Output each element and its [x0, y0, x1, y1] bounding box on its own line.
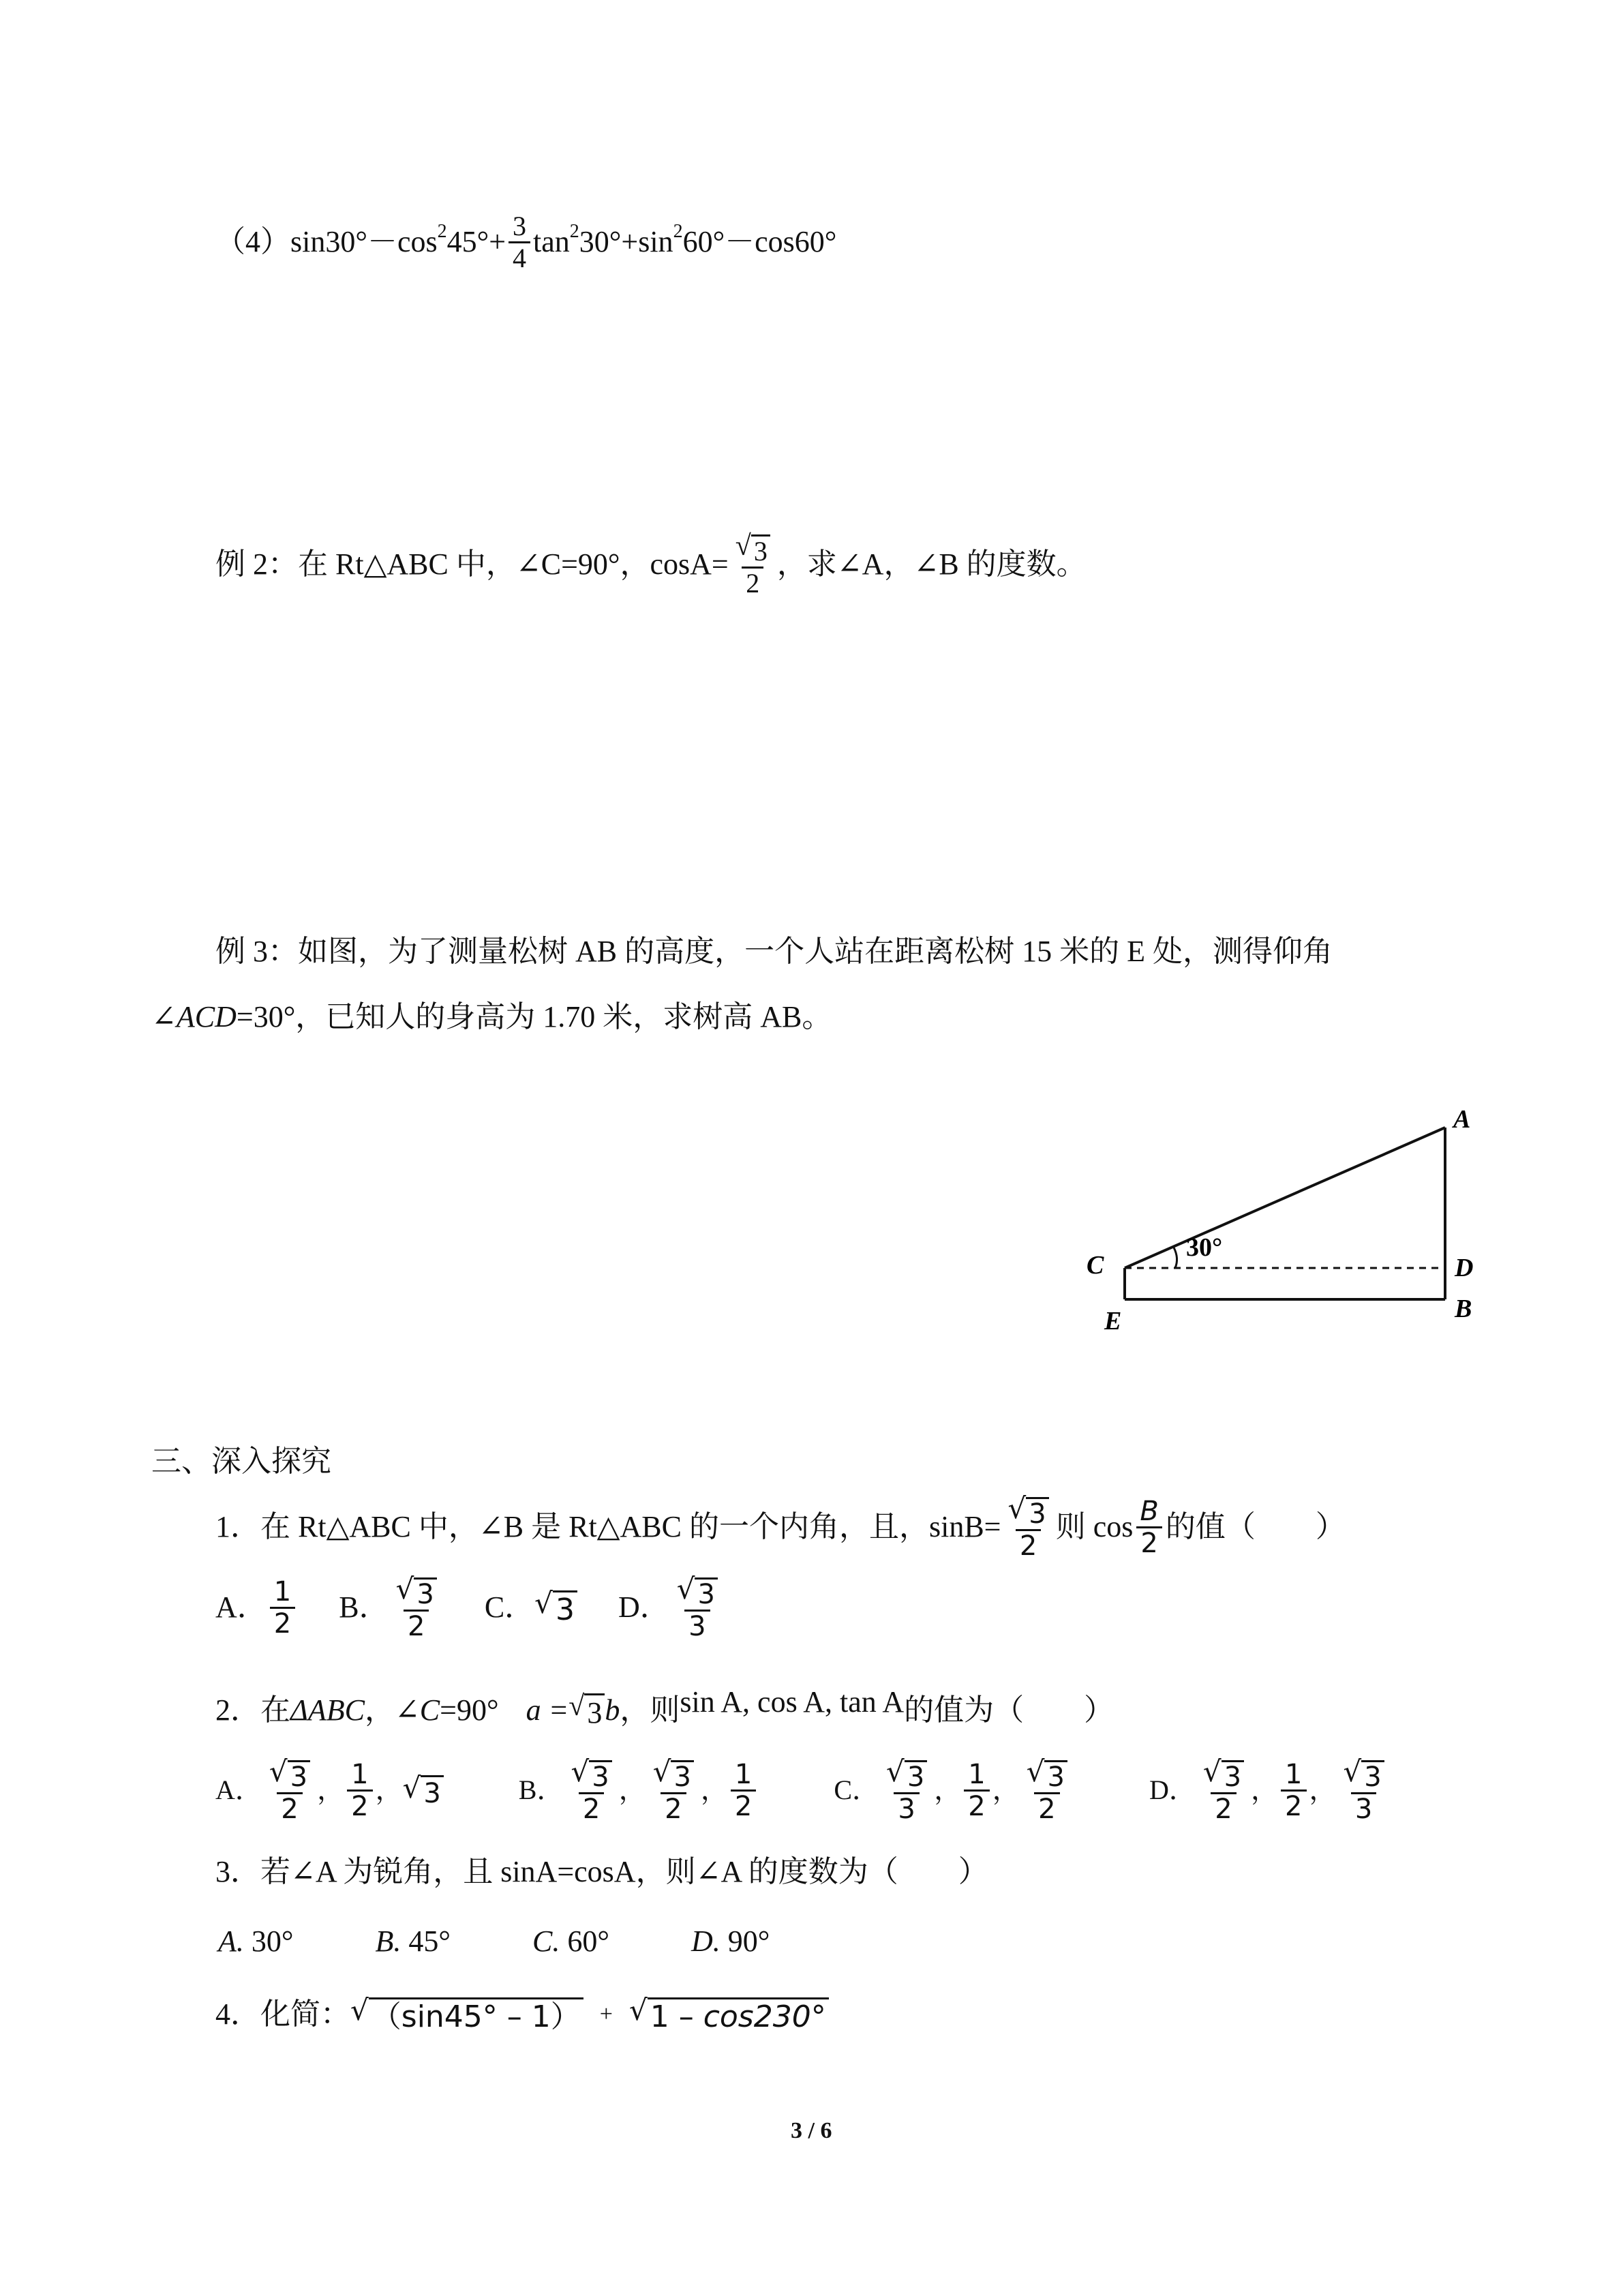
- question-1-choices: [215, 1573, 765, 1642]
- separator: ，: [1251, 1774, 1279, 1806]
- numerator: 1: [968, 1758, 986, 1790]
- fraction-3-4: [509, 211, 530, 273]
- fraction: [566, 1756, 616, 1824]
- label-d: D: [1455, 1254, 1474, 1282]
- sqrt: √ 3: [534, 1586, 577, 1629]
- label-c: C: [1087, 1251, 1104, 1280]
- sqrt: √ 3: [269, 1756, 310, 1792]
- separator: ，: [1309, 1774, 1337, 1806]
- fraction-b-over-2: [1136, 1496, 1162, 1558]
- fraction: [731, 1759, 756, 1822]
- angle-arc: [1174, 1248, 1177, 1268]
- numerator: 1: [734, 1758, 753, 1790]
- denominator: 3: [894, 1792, 919, 1824]
- choice-b[interactable]: [376, 1924, 451, 1960]
- choice-value: 30°: [251, 1924, 294, 1958]
- radicand: [648, 1997, 829, 2036]
- radicand: 3: [671, 1760, 693, 1792]
- numerator: [731, 530, 774, 567]
- fraction: [270, 1577, 295, 1639]
- denominator: 2: [404, 1610, 429, 1642]
- fraction-sqrt3-over-2: [1004, 1493, 1053, 1561]
- text: cos230°: [703, 1999, 826, 2034]
- fraction: [1199, 1756, 1248, 1824]
- denominator: 2: [1034, 1792, 1059, 1824]
- numerator: [392, 1573, 441, 1610]
- sqrt: √ 3: [1008, 1493, 1049, 1529]
- radicand: 3: [288, 1760, 310, 1792]
- choice-c[interactable]: [485, 1586, 577, 1629]
- sup: 2: [569, 220, 579, 242]
- text: 的值（ ）: [1165, 1509, 1346, 1543]
- text: =30°，已知人的身高为 1.70 米，求树高 AB。: [236, 1000, 832, 1033]
- sqrt: √ 3: [403, 1771, 444, 1810]
- sqrt: √ 3: [886, 1756, 927, 1792]
- choice-label-b[interactable]: B．: [518, 1774, 564, 1805]
- radicand: 3: [589, 1760, 611, 1792]
- angle-label: 30°: [1186, 1233, 1223, 1262]
- sqrt: √ 3: [568, 1689, 605, 1732]
- numerator: 1: [1285, 1758, 1303, 1790]
- numerator: [1004, 1493, 1053, 1529]
- denominator: 2: [579, 1792, 604, 1824]
- numerator: [1339, 1756, 1389, 1792]
- text: 30°+sin: [579, 225, 673, 259]
- sqrt: √ 3: [1203, 1756, 1244, 1792]
- radicand: 3: [751, 534, 770, 567]
- choice-d[interactable]: [691, 1924, 770, 1960]
- choice-c[interactable]: [532, 1924, 609, 1960]
- text: ，则: [620, 1693, 680, 1727]
- sqrt: √ 3: [735, 530, 770, 567]
- radicand: 3: [414, 1577, 436, 1610]
- text: 的值为（ ）: [904, 1693, 1114, 1727]
- sqrt: √ 3: [653, 1756, 694, 1792]
- radicand: 3: [1044, 1760, 1067, 1792]
- radicand: 3: [1361, 1760, 1384, 1792]
- choice-label: C．: [484, 1590, 535, 1624]
- var-b: b: [605, 1693, 620, 1727]
- radicand: 3: [584, 1693, 605, 1732]
- denominator: 4: [509, 241, 530, 273]
- angle-c: ∠C: [394, 1693, 440, 1727]
- sup: 2: [437, 220, 447, 242]
- separator: ，: [700, 1774, 728, 1806]
- numerator: 1: [351, 1758, 369, 1790]
- separator: ，: [934, 1774, 962, 1806]
- choice-label: B．: [339, 1590, 389, 1624]
- choice-label: A．: [215, 1590, 267, 1624]
- radicand: 3: [1222, 1760, 1244, 1792]
- separator: ，: [317, 1774, 345, 1806]
- text: 则 cos: [1055, 1509, 1134, 1543]
- radicand: 3: [905, 1760, 927, 1792]
- choice-label: B.: [375, 1924, 401, 1958]
- fraction: [347, 1759, 372, 1822]
- numerator: [1199, 1756, 1248, 1792]
- numerator: [1022, 1756, 1072, 1792]
- question-2: [215, 1685, 1114, 1732]
- denominator: 2: [742, 567, 763, 599]
- label-e: E: [1104, 1307, 1122, 1335]
- fraction: [392, 1573, 441, 1642]
- item-4-expression: [215, 211, 836, 273]
- sqrt: √ 3: [571, 1756, 611, 1792]
- radicand: 3: [421, 1775, 443, 1810]
- radicand: 3: [553, 1590, 577, 1629]
- fraction: [673, 1573, 722, 1642]
- plus: +: [599, 2001, 613, 2027]
- sqrt: √ 3: [677, 1573, 718, 1610]
- text: =90°: [440, 1693, 499, 1727]
- numerator: [673, 1573, 722, 1610]
- denominator: 3: [684, 1610, 710, 1642]
- sqrt-1: √ （sin45° – 1）: [350, 1993, 583, 2036]
- numerator: 1: [273, 1575, 292, 1607]
- choice-d[interactable]: [618, 1573, 725, 1642]
- denominator: 2: [270, 1607, 295, 1639]
- choice-b[interactable]: [339, 1573, 444, 1642]
- angle-acd: ∠ACD: [151, 1000, 237, 1033]
- numerator: B: [1140, 1495, 1159, 1527]
- line-ca: [1125, 1128, 1445, 1268]
- text: 例 2：在 Rt△ABC 中，∠C=90°，cosA=: [215, 547, 729, 581]
- choice-label: A.: [218, 1924, 244, 1958]
- denominator: 2: [1136, 1526, 1162, 1558]
- denominator: 2: [277, 1792, 302, 1824]
- fraction: [882, 1756, 931, 1824]
- denominator: 3: [1351, 1792, 1376, 1824]
- sqrt: √ 3: [1344, 1756, 1384, 1792]
- label-a: A: [1453, 1105, 1471, 1134]
- item4-prefix: （4）sin30°－cos: [215, 225, 438, 259]
- sup: 2: [673, 220, 683, 242]
- text: 60°－cos60°: [682, 225, 837, 259]
- fraction: [1281, 1759, 1306, 1822]
- denominator: 2: [661, 1792, 686, 1824]
- radicand: 3: [695, 1577, 717, 1610]
- question-2-choices: [215, 1756, 1391, 1824]
- example-2: [215, 530, 1087, 599]
- question-1: [215, 1493, 1346, 1561]
- section-3-title: [151, 1444, 331, 1480]
- fraction: [964, 1759, 989, 1822]
- numerator: 3: [513, 211, 527, 241]
- fraction: [649, 1756, 698, 1824]
- text: tan: [533, 225, 570, 259]
- choice-value: 45°: [408, 1924, 451, 1958]
- sqrt-2: √ 1 – cos230°: [629, 1993, 829, 2036]
- text: 4．化简：: [215, 1997, 350, 2031]
- text: 3．若∠A 为锐角，且 sinA=cosA，则∠A 的度数为（ ）: [215, 1855, 988, 1888]
- trig-functions: sin A, cos A, tan A: [680, 1685, 905, 1719]
- example-3-line-2: [151, 999, 832, 1036]
- separator: ，: [375, 1774, 403, 1806]
- fraction: [1022, 1756, 1072, 1824]
- numerator: [882, 1756, 931, 1792]
- denominator: 2: [1281, 1789, 1306, 1822]
- question-3: [215, 1854, 988, 1890]
- page-number: [791, 2117, 832, 2145]
- page-number-text: 3 / 6: [791, 2118, 832, 2143]
- denominator: 2: [1016, 1529, 1041, 1561]
- radicand: 3: [1026, 1497, 1048, 1529]
- separator: ，: [992, 1774, 1020, 1806]
- denominator: 2: [964, 1789, 989, 1822]
- denominator: 2: [1211, 1792, 1236, 1824]
- radicand: （sin45° – 1）: [369, 1997, 583, 2036]
- text: 1．在 Rt△ABC 中，∠B 是 Rt△ABC 的一个内角，且，sinB=: [215, 1509, 1001, 1543]
- text: 45°+: [446, 225, 506, 259]
- choice-label-a[interactable]: A．: [215, 1774, 262, 1805]
- fraction: [265, 1756, 314, 1824]
- text: 三、深入探究: [151, 1445, 331, 1478]
- choice-label-d[interactable]: D．: [1149, 1774, 1196, 1805]
- numerator: [265, 1756, 314, 1792]
- sqrt: √ 3: [1027, 1756, 1067, 1792]
- choice-label: C.: [532, 1924, 560, 1958]
- fraction-sqrt3-over-2: [731, 530, 774, 599]
- choice-a[interactable]: [215, 1577, 298, 1639]
- text: ，: [364, 1693, 395, 1727]
- fraction: [1339, 1756, 1389, 1824]
- choice-value: 60°: [567, 1924, 609, 1958]
- tree-height-figure: [1084, 1098, 1506, 1343]
- denominator: 2: [731, 1789, 756, 1822]
- denominator: 2: [347, 1789, 372, 1822]
- question-4: [215, 1993, 829, 2036]
- example-3-line-1: [215, 934, 1333, 970]
- sqrt: √ 3: [396, 1573, 437, 1610]
- text: 1 –: [650, 1999, 703, 2034]
- numerator: [649, 1756, 698, 1792]
- separator: ，: [618, 1774, 646, 1806]
- choice-value: 90°: [727, 1924, 770, 1958]
- text: 例 3：如图，为了测量松树 AB 的高度，一个人站在距离松树 15 米的 E 处，测得仰角: [215, 935, 1333, 968]
- choice-label: D.: [691, 1924, 721, 1958]
- choice-label-c[interactable]: C．: [834, 1774, 880, 1805]
- triangle-abc: ΔABC: [290, 1693, 365, 1727]
- choice-a[interactable]: [218, 1924, 294, 1960]
- a-equals: a =: [526, 1693, 569, 1727]
- numerator: [566, 1756, 616, 1792]
- choice-label: D．: [618, 1590, 670, 1624]
- label-b: B: [1455, 1295, 1472, 1323]
- question-3-choices: [218, 1924, 810, 1960]
- text: 2．在: [215, 1693, 290, 1727]
- text: ，求∠A，∠B 的度数。: [776, 547, 1087, 581]
